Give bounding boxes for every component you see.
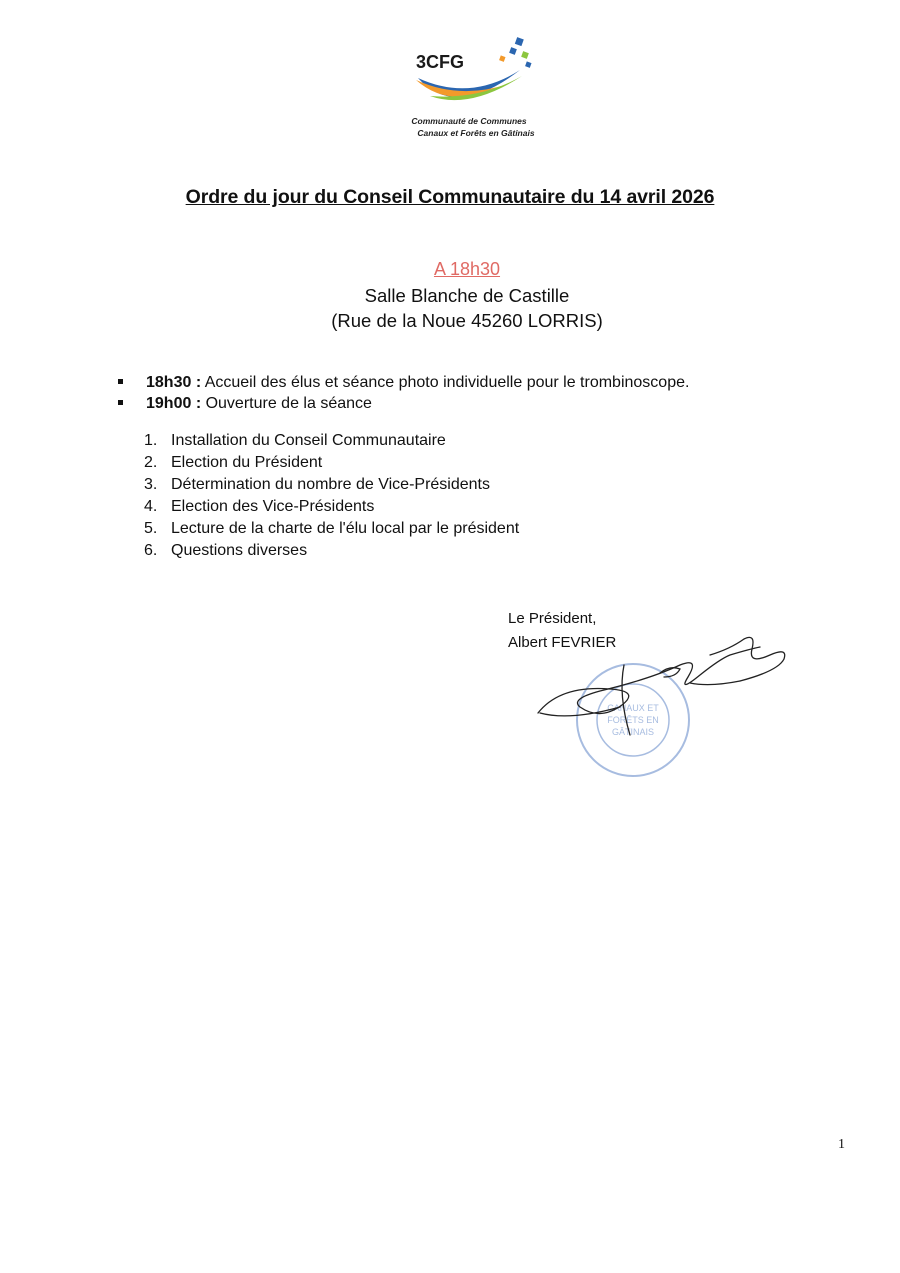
svg-text:FORÊTS EN: FORÊTS EN — [607, 715, 659, 725]
page-number: 1 — [838, 1137, 845, 1152]
square-bullet-icon — [118, 379, 123, 384]
agenda-text: Election du Président — [171, 454, 323, 471]
square-bullet-icon — [118, 400, 123, 405]
logo-mark: 3CFG — [416, 52, 465, 72]
agenda-item — [144, 430, 519, 452]
signatory-name: Albert FEVRIER — [508, 634, 617, 651]
agenda-number: 6. — [144, 542, 158, 559]
agenda-item — [144, 452, 519, 474]
agenda-item — [144, 518, 519, 540]
agenda-number: 3. — [144, 476, 158, 493]
logo-dot — [521, 51, 529, 59]
meeting-venue — [0, 283, 900, 333]
handwritten-signature — [538, 637, 785, 735]
agenda-text: Election des Vice-Présidents — [171, 498, 375, 515]
agenda-item — [144, 474, 519, 496]
meeting-time: A 18h30 — [433, 259, 501, 279]
logo-dot — [525, 61, 531, 67]
agenda-text: Installation du Conseil Communautaire — [171, 432, 446, 449]
agenda-number: 1. — [144, 432, 158, 449]
venue-address: (Rue de la Noue 45260 LORRIS) — [331, 310, 603, 331]
schedule-item — [118, 372, 689, 393]
agenda-number: 5. — [144, 520, 158, 537]
org-name-line2: Canaux et Forêts en Gâtinais — [417, 128, 535, 138]
logo-dot — [509, 47, 517, 55]
schedule-time: 19h00 : — [146, 395, 202, 412]
organization-logo — [400, 30, 550, 145]
agenda-text: Questions diverses — [171, 542, 308, 559]
logo-dot — [499, 55, 505, 61]
signatory-role: Le Président, — [508, 610, 597, 627]
logo-dot — [515, 37, 524, 46]
venue-name: Salle Blanche de Castille — [364, 285, 570, 306]
page-title: Ordre du jour du Conseil Communautaire du 14 avril 2026 — [185, 186, 715, 208]
signature-and-stamp — [530, 625, 800, 785]
logo-swoosh-graphic — [400, 30, 550, 116]
agenda-number: 2. — [144, 454, 158, 471]
agenda-item — [144, 496, 519, 518]
agenda-list — [144, 430, 519, 562]
schedule-text: Ouverture de la séance — [201, 395, 372, 412]
schedule-list — [118, 372, 689, 414]
svg-text:CANAUX ET: CANAUX ET — [607, 703, 659, 713]
svg-text:GÂTINAIS: GÂTINAIS — [611, 727, 655, 737]
agenda-text: Détermination du nombre de Vice-Présidents — [171, 476, 490, 493]
agenda-item — [144, 540, 519, 562]
schedule-time: 18h30 : — [146, 374, 202, 391]
org-name-line1: Communauté de Communes — [411, 116, 527, 126]
schedule-text: Accueil des élus et séance photo individuelle pour le trombinoscope. — [201, 374, 690, 391]
official-stamp — [577, 664, 689, 776]
agenda-number: 4. — [144, 498, 158, 515]
agenda-text: Lecture de la charte de l'élu local par le président — [171, 520, 520, 537]
schedule-item — [118, 393, 689, 414]
